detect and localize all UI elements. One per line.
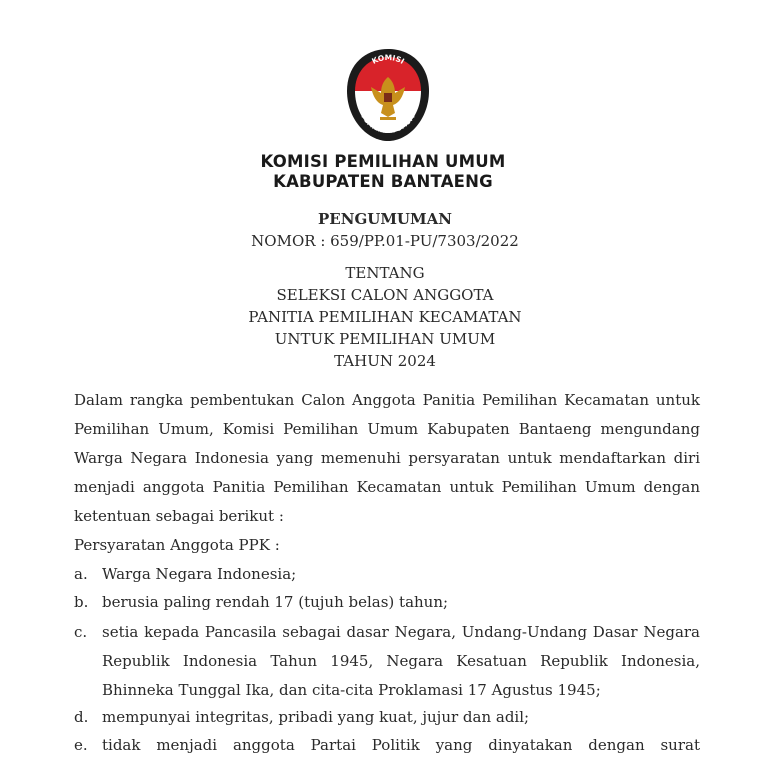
item-text: Warga Negara Indonesia; [102,565,297,583]
document-number: NOMOR : 659/PP.01-PU/7303/2022 [251,232,519,250]
requirement-item-b [74,588,700,617]
item-marker: e. [74,736,88,754]
intro-line: Warga Negara Indonesia yang memenuhi persyaratan untuk mendaftarkan diri [74,449,700,467]
requirement-item-e [74,731,700,760]
item-marker: d. [74,708,89,726]
about-line: SELEKSI CALON ANGGOTA [276,286,494,304]
item-text: Republik Indonesia Tahun 1945, Negara Kesatuan Republik Indonesia, [102,652,700,670]
about-line: UNTUK PEMILIHAN UMUM [274,330,496,348]
intro-line: Dalam rangka pembentukan Calon Anggota Panitia Pemilihan Kecamatan untuk [74,391,700,409]
intro-line: Pemilihan Umum, Komisi Pemilihan Umum Kabupaten Bantaeng mengundang [74,420,700,438]
item-text: setia kepada Pancasila sebagai dasar Negara, Undang-Undang Dasar Negara [102,623,700,641]
item-text: Bhinneka Tunggal Ika, dan cita-cita Proklamasi 17 Agustus 1945; [102,681,601,699]
requirement-item-c [74,618,700,705]
kpu-logo [345,47,431,143]
svg-text:KOMISI: KOMISI [370,52,406,66]
requirement-item-a [74,560,700,589]
intro-paragraph [74,386,700,531]
intro-line: ketentuan sebagai berikut : [74,507,284,525]
requirements-heading-text: Persyaratan Anggota PPK : [74,536,280,554]
org-name-line1: KOMISI PEMILIHAN UMUM [260,152,506,171]
about-line: TENTANG [345,264,425,282]
svg-text:PEMILIHAN UMUM: PEMILIHAN UMUM [359,112,417,136]
item-text: berusia paling rendah 17 (tujuh belas) tahun; [102,593,449,611]
about-line: TAHUN 2024 [334,352,436,370]
about-line: PANITIA PEMILIHAN KECAMATAN [248,308,522,326]
org-name-line2: KABUPATEN BANTAENG [273,172,493,191]
item-marker: b. [74,593,89,611]
item-text: tidak menjadi anggota Partai Politik yang dinyatakan dengan surat [102,736,700,754]
item-text: mempunyai integritas, pribadi yang kuat, jujur dan adil; [102,708,530,726]
item-marker: c. [74,623,88,641]
intro-line: menjadi anggota Panitia Pemilihan Kecamatan untuk Pemilihan Umum dengan [74,478,700,496]
requirements-heading [74,531,700,560]
document-title: PENGUMUMAN [318,210,452,228]
item-marker: a. [74,565,88,583]
requirement-item-d [74,703,700,732]
